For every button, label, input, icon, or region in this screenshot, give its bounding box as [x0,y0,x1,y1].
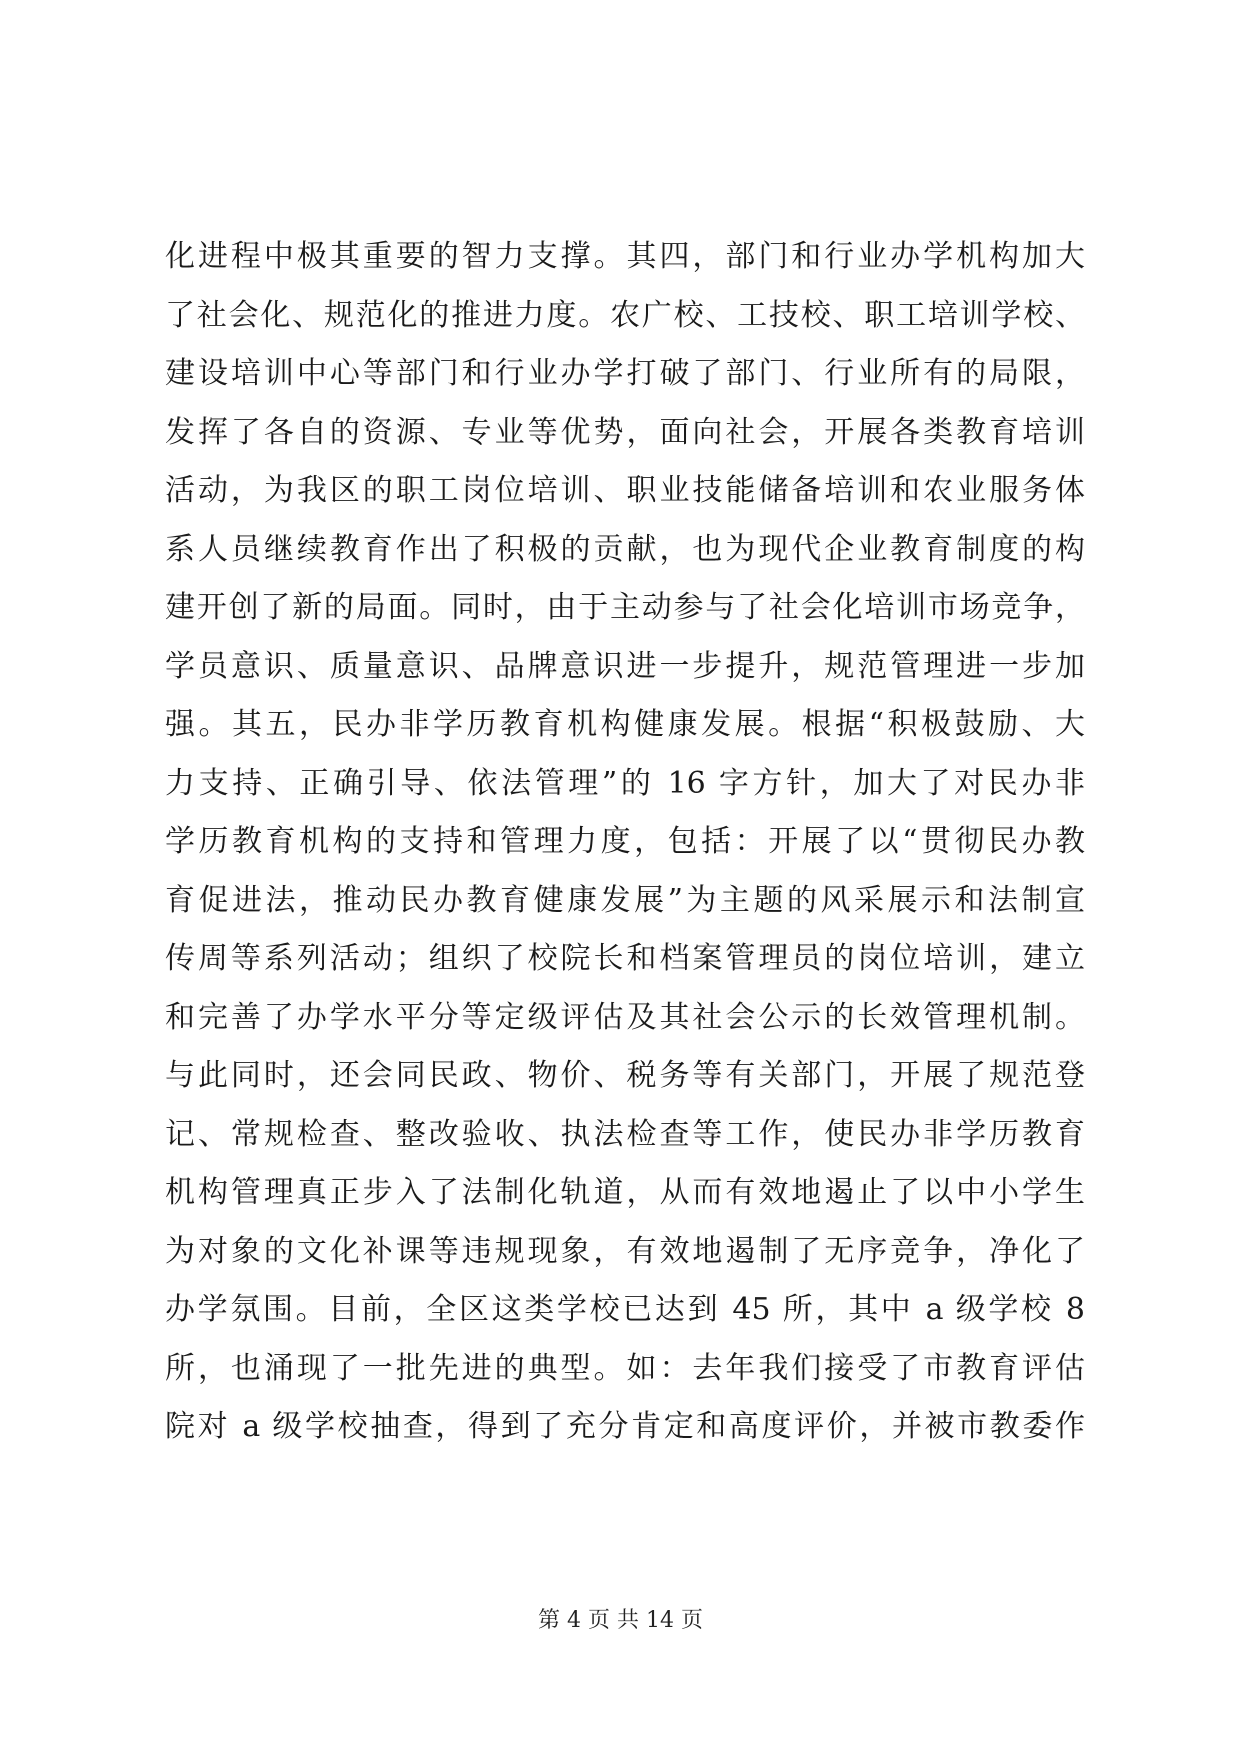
text-line: 记、常规检查、整改验收、执法检查等工作，使民办非学历教育 [165,1116,1085,1152]
text-line: 院对 a 级学校抽查，得到了充分肯定和高度评价，并被市教委作 [165,1409,1085,1444]
text-line: 了社会化、规范化的推进力度。农广校、工技校、职工培训学校、 [165,297,1085,333]
text-line: 与此同时，还会同民政、物价、税务等有关部门，开展了规范登 [165,1058,1085,1093]
text-line: 办学氛围。目前，全区这类学校已达到 45 所，其中 a 级学校 8 [165,1292,1085,1327]
text-line: 系人员继续教育作出了积极的贡献，也为现代企业教育制度的构 [165,531,1085,567]
page-number-footer: 第 4 页 共 14 页 [538,1608,703,1633]
text-line: 为对象的文化补课等违规现象，有效地遏制了无序竞争，净化了 [165,1233,1085,1269]
body-text [165,228,1085,1457]
text-line: 强。其五，民办非学历教育机构健康发展。根据“积极鼓励、大 [165,707,1085,742]
text-line: 传周等系列活动；组织了校院长和档案管理员的岗位培训，建立 [165,941,1085,976]
text-line: 和完善了办学水平分等定级评估及其社会公示的长效管理机制。 [165,999,1085,1035]
text-line: 化进程中极其重要的智力支撑。其四，部门和行业办学机构加大 [165,239,1085,274]
text-line: 建设培训中心等部门和行业办学打破了部门、行业所有的局限， [165,356,1085,391]
text-line: 所，也涌现了一批先进的典型。如：去年我们接受了市教育评估 [165,1350,1085,1386]
text-line: 发挥了各自的资源、专业等优势，面向社会，开展各类教育培训 [165,414,1085,450]
text-line: 学历教育机构的支持和管理力度，包括：开展了以“贯彻民办教 [165,824,1085,859]
text-line: 力支持、正确引导、依法管理”的 16 字方针，加大了对民办非 [165,765,1085,801]
text-line: 学员意识、质量意识、品牌意识进一步提升，规范管理进一步加 [165,648,1085,684]
text-line: 机构管理真正步入了法制化轨道，从而有效地遏止了以中小学生 [165,1175,1085,1210]
text-line: 建开创了新的局面。同时，由于主动参与了社会化培训市场竞争， [165,590,1085,625]
text-line: 活动，为我区的职工岗位培训、职业技能储备培训和农业服务体 [165,473,1085,508]
text-line: 育促进法，推动民办教育健康发展”为主题的风采展示和法制宣 [165,882,1085,918]
